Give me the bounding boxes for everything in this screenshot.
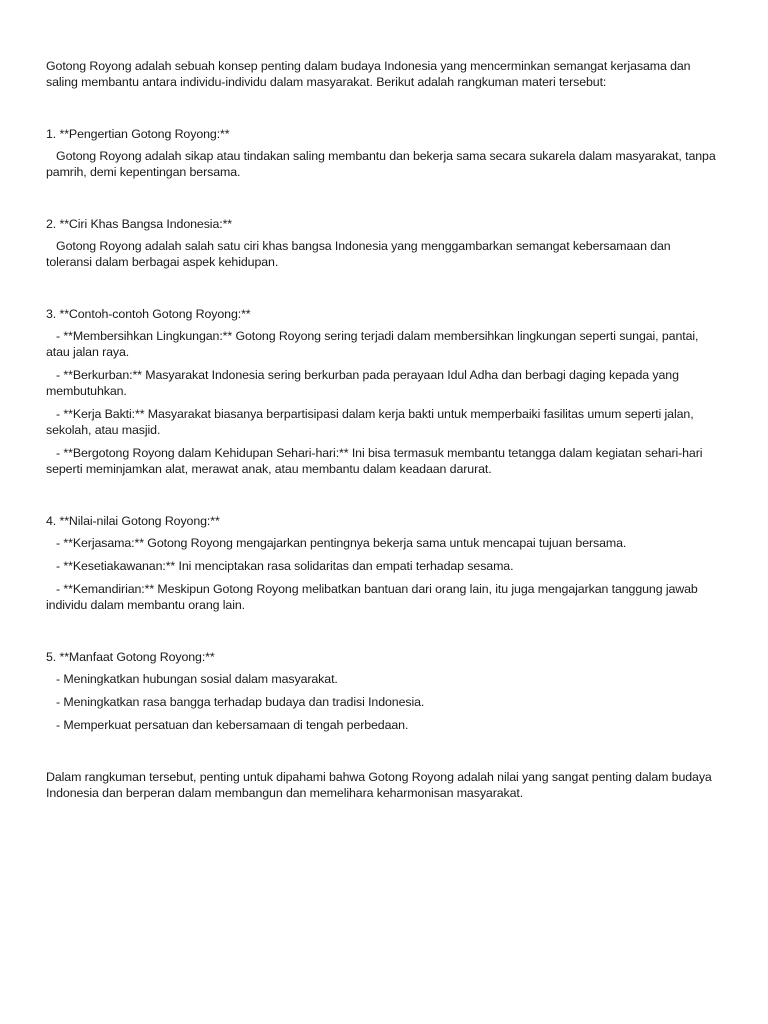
intro-paragraph: Gotong Royong adalah sebuah konsep penting dalam budaya Indonesia yang mencerminkan semangat kerjasama dan saling membantu antara individu-individu dalam masyarakat. Berikut adalah rangkuman materi tersebut: <box>46 59 694 89</box>
list-item: - Meningkatkan rasa bangga terhadap budaya dan tradisi Indonesia. <box>46 695 425 709</box>
list-item: - **Kerja Bakti:** Masyarakat biasanya berpartisipasi dalam kerja bakti untuk memperbaiki fasilitas umum seperti jalan, sekolah, atau masjid. <box>46 407 697 437</box>
list-item: - **Bergotong Royong dalam Kehidupan Sehari-hari:** Ini bisa termasuk membantu tetangga dalam kegiatan sehari-hari seperti meminjamkan alat, merawat anak, atau membantu dalam keadaan darurat. <box>46 446 706 476</box>
list-item: - **Membersihkan Lingkungan:** Gotong Royong sering terjadi dalam membersihkan lingkungan seperti sungai, pantai, atau jalan raya. <box>46 329 702 359</box>
section-1-body: Gotong Royong adalah sikap atau tindakan saling membantu dan bekerja sama secara sukarela dalam masyarakat, tanpa pamrih, demi kepentingan bersama. <box>46 149 719 179</box>
document-body <box>46 58 718 801</box>
section-5-heading: 5. **Manfaat Gotong Royong:** <box>46 650 215 664</box>
list-item: - **Kerjasama:** Gotong Royong mengajarkan pentingnya bekerja sama untuk mencapai tujuan bersama. <box>46 536 627 550</box>
list-item: - **Kesetiakawanan:** Ini menciptakan rasa solidaritas dan empati terhadap sesama. <box>46 559 514 573</box>
section-4-heading: 4. **Nilai-nilai Gotong Royong:** <box>46 514 220 528</box>
section-1-heading: 1. **Pengertian Gotong Royong:** <box>46 127 230 141</box>
list-item: - Memperkuat persatuan dan kebersamaan di tengah perbedaan. <box>46 718 409 732</box>
list-item: - Meningkatkan hubungan sosial dalam masyarakat. <box>46 672 338 686</box>
conclusion-paragraph: Dalam rangkuman tersebut, penting untuk dipahami bahwa Gotong Royong adalah nilai yang sangat penting dalam budaya Indonesia dan berperan dalam membangun dan memelihara keharmonisan masyarakat. <box>46 770 716 800</box>
section-2-body: Gotong Royong adalah salah satu ciri khas bangsa Indonesia yang menggambarkan semangat kebersamaan dan toleransi dalam berbagai aspek kehidupan. <box>46 239 674 269</box>
list-item: - **Berkurban:** Masyarakat Indonesia sering berkurban pada perayaan Idul Adha dan berbagi daging kepada yang membutuhkan. <box>46 368 683 398</box>
section-2-heading: 2. **Ciri Khas Bangsa Indonesia:** <box>46 217 233 231</box>
list-item: - **Kemandirian:** Meskipun Gotong Royong melibatkan bantuan dari orang lain, itu juga mengajarkan tanggung jawab individu dalam membantu orang lain. <box>46 582 702 612</box>
section-3-heading: 3. **Contoh-contoh Gotong Royong:** <box>46 307 251 321</box>
